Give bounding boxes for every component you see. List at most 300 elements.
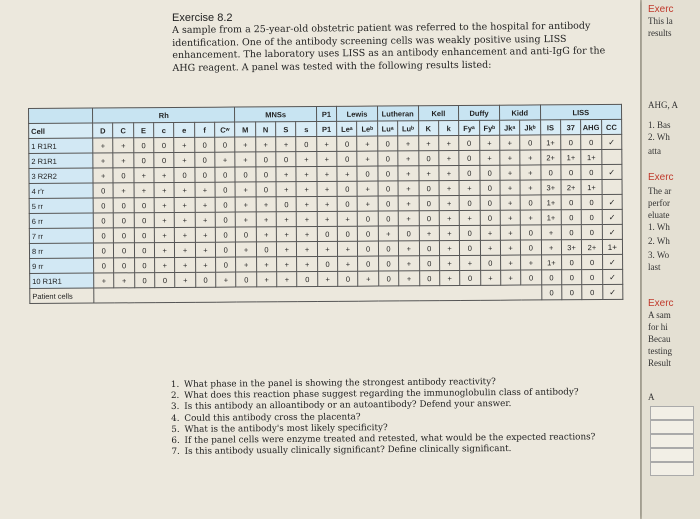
reaction-value: 0 [93, 198, 113, 213]
reaction-value: 0 [114, 243, 134, 258]
reaction-value: + [378, 226, 398, 241]
reaction-value: + [94, 273, 114, 288]
edge-text: for hi [648, 322, 668, 332]
group-liss: LISS [540, 104, 622, 120]
reaction-value: 1+ [561, 150, 581, 165]
group-lutheran: Lutheran [377, 106, 418, 121]
patient-reaction: 0 [541, 285, 561, 300]
reaction-value: + [174, 137, 194, 152]
reaction-value: + [479, 150, 499, 165]
reaction-value: 0 [215, 197, 235, 212]
reaction-value: + [357, 136, 377, 151]
reaction-value: 0 [460, 225, 480, 240]
reaction-value: 2+ [540, 150, 560, 165]
reaction-value: + [175, 212, 195, 227]
reaction-value: 2+ [561, 180, 581, 195]
reaction-value: + [235, 137, 255, 152]
antigen-header: Leᵇ [357, 121, 377, 136]
reaction-value: 0 [215, 212, 235, 227]
reaction-value: + [114, 273, 134, 288]
reaction-value: 0 [419, 211, 439, 226]
reaction-value: + [175, 272, 195, 287]
reaction-value: 0 [378, 136, 398, 151]
edge-text: Becau [648, 334, 671, 344]
reaction-value: 1+ [581, 179, 601, 194]
reaction-value: + [399, 241, 419, 256]
patient-cells-label: Patient cells [30, 288, 94, 303]
reaction-value: + [418, 136, 438, 151]
reaction-value: 0 [337, 196, 357, 211]
reaction-value: 0 [520, 195, 540, 210]
reaction-value: 0 [358, 226, 378, 241]
edge-text: 3. Wo [648, 250, 670, 260]
reaction-value: 0 [256, 167, 276, 182]
reaction-value: 0 [317, 256, 337, 271]
reaction-value: + [500, 210, 520, 225]
reaction-value: + [480, 240, 500, 255]
reaction-value: 0 [378, 241, 398, 256]
reaction-value: + [134, 168, 154, 183]
reaction-value: + [480, 270, 500, 285]
edge-text: Exerc [648, 172, 674, 183]
reaction-value: 0 [561, 165, 581, 180]
panel-cell-name: 9 rr [30, 258, 94, 273]
reaction-value: 0 [216, 242, 236, 257]
edge-text: 2. Wh [648, 132, 670, 142]
reaction-value: 0 [398, 226, 418, 241]
reaction-value: 0 [582, 269, 602, 284]
reaction-value: 0 [419, 271, 439, 286]
reaction-value: 0 [338, 271, 358, 286]
reaction-value: + [317, 196, 337, 211]
antigen-header: k [438, 120, 458, 135]
edge-text: The ar [648, 186, 672, 196]
edge-text: atta [648, 146, 661, 156]
group-lewis: Lewis [337, 106, 378, 121]
edge-box [650, 434, 694, 448]
reaction-value: + [317, 211, 337, 226]
reaction-value: + [500, 165, 520, 180]
reaction-value: + [357, 181, 377, 196]
reaction-value: + [297, 196, 317, 211]
antigen-header: N [255, 122, 275, 137]
reaction-value: + [277, 257, 297, 272]
reaction-value: + [398, 181, 418, 196]
reaction-value: 0 [581, 209, 601, 224]
antigen-header: Cʷ [215, 122, 235, 137]
reaction-value: + [459, 180, 479, 195]
group-duffy: Duffy [459, 105, 500, 120]
antigen-header: 37 [561, 120, 581, 135]
reaction-value: + [113, 183, 133, 198]
reaction-value: 0 [276, 152, 296, 167]
reaction-value: 0 [337, 151, 357, 166]
reaction-value: 0 [479, 165, 499, 180]
reaction-value: + [215, 152, 235, 167]
reaction-value: + [520, 210, 540, 225]
exercise-title: Exercise 8.2 [172, 12, 233, 24]
reaction-value: + [195, 227, 215, 242]
edge-text: 1. Wh [648, 222, 670, 232]
reaction-value: 1+ [541, 255, 561, 270]
reaction-value: + [358, 271, 378, 286]
reaction-value: + [195, 242, 215, 257]
reaction-value: + [236, 212, 256, 227]
edge-box [650, 406, 694, 420]
panel-cell-name: 3 R2R2 [29, 168, 93, 183]
question-item: 6. If the panel cells were enzyme treated and retested, what would be the expected reactions? [182, 432, 637, 447]
reaction-value: + [459, 210, 479, 225]
edge-text: Result [648, 358, 672, 368]
reaction-value: + [297, 226, 317, 241]
antigen-header: f [194, 122, 214, 137]
edge-text: 1. Bas [648, 120, 671, 130]
antigen-header: Fyᵃ [459, 120, 479, 135]
reaction-value: + [439, 150, 459, 165]
reaction-value: + [501, 270, 521, 285]
reaction-value: + [175, 197, 195, 212]
antigen-header: P1 [316, 121, 336, 136]
edge-text: A sam [648, 310, 671, 320]
reaction-value: 0 [154, 137, 174, 152]
reaction-value: 0 [134, 213, 154, 228]
reaction-value: 0 [378, 196, 398, 211]
reaction-value: + [399, 271, 419, 286]
reaction-value: 0 [460, 270, 480, 285]
reaction-value: + [154, 197, 174, 212]
panel-cell-name: 7 rr [29, 228, 93, 243]
edge-box [650, 448, 694, 462]
reaction-value: 0 [134, 228, 154, 243]
reaction-value: + [316, 136, 336, 151]
reaction-value: + [256, 257, 276, 272]
reaction-value: + [236, 197, 256, 212]
reaction-value: 0 [378, 211, 398, 226]
reaction-value: 0 [113, 198, 133, 213]
reaction-value: + [195, 182, 215, 197]
antigen-header: Leᵃ [337, 121, 357, 136]
question-list [168, 376, 638, 459]
reaction-value: + [500, 150, 520, 165]
reaction-value: + [174, 182, 194, 197]
reaction-value: + [154, 212, 174, 227]
reaction-value: 0 [134, 273, 154, 288]
reaction-value: 0 [358, 256, 378, 271]
reaction-value: + [317, 166, 337, 181]
check-mark: 1+ [602, 239, 623, 254]
reaction-value: + [154, 182, 174, 197]
reaction-value: + [297, 256, 317, 271]
reaction-value: + [235, 182, 255, 197]
antigen-header: C [113, 123, 133, 138]
reaction-value: 0 [480, 210, 500, 225]
reaction-value: 0 [215, 137, 235, 152]
reaction-value: + [276, 137, 296, 152]
reaction-value: + [276, 227, 296, 242]
edge-text: 2. Wh [648, 236, 670, 246]
panel-cell-name: 1 R1R1 [29, 138, 93, 153]
reaction-value: + [439, 195, 459, 210]
reaction-value: + [439, 210, 459, 225]
reaction-value: + [155, 257, 175, 272]
reaction-value: 0 [357, 166, 377, 181]
reaction-value: + [338, 256, 358, 271]
reaction-value: + [256, 212, 276, 227]
reaction-value: 0 [155, 272, 175, 287]
reaction-value: 0 [520, 135, 540, 150]
reaction-value: + [520, 150, 540, 165]
edge-text: testing [648, 346, 672, 356]
reaction-value: + [255, 137, 275, 152]
reaction-value: + [93, 153, 113, 168]
exercise-intro: A sample from a 25-year-old obstetric patient was referred to the hospital for antibody identification. One of the antibody screening cells was weakly positive using LISS enhancement. The laboratory uses LISS as an antibody enhancement and anti-IgG for the AHG reagent. A panel was tested with the following results listed: [172, 20, 606, 74]
reaction-value: 0 [337, 181, 357, 196]
group-rh: Rh [93, 107, 236, 123]
reaction-value: + [338, 241, 358, 256]
reaction-value: + [93, 138, 113, 153]
group-p1: P1 [316, 106, 336, 121]
reaction-value: 0 [256, 242, 276, 257]
reaction-value: + [480, 225, 500, 240]
reaction-value: + [500, 180, 520, 195]
antigen-header: K [418, 121, 438, 136]
reaction-value: + [317, 241, 337, 256]
antigen-header: Fyᵇ [479, 120, 499, 135]
reaction-value: + [500, 240, 520, 255]
panel-cell-name: 4 r'r [29, 183, 93, 198]
reaction-value: 0 [459, 165, 479, 180]
edge-text: A [648, 392, 655, 402]
reaction-value: + [317, 271, 337, 286]
reaction-value: + [93, 168, 113, 183]
reaction-value: + [277, 242, 297, 257]
reaction-value: 0 [521, 270, 541, 285]
panel-cell-name: 5 rr [29, 198, 93, 213]
antigen-header: M [235, 122, 255, 137]
check-mark: ✓ [602, 164, 623, 179]
antigen-header: s [296, 121, 316, 136]
reaction-value: + [256, 197, 276, 212]
antigen-header: Luᵇ [398, 121, 418, 136]
reaction-value: + [358, 196, 378, 211]
reaction-value: 0 [235, 167, 255, 182]
reaction-value: + [317, 151, 337, 166]
antigen-header: Jkᵇ [520, 120, 540, 135]
reaction-value: + [256, 227, 276, 242]
reaction-value: 0 [581, 164, 601, 179]
reaction-value: + [398, 151, 418, 166]
reaction-value: + [479, 135, 499, 150]
reaction-value: 0 [195, 167, 215, 182]
edge-box [650, 420, 694, 434]
reaction-value: 0 [93, 228, 113, 243]
reaction-value: 0 [114, 228, 134, 243]
reaction-value: 0 [378, 256, 398, 271]
panel-body [29, 134, 623, 303]
reaction-value: + [297, 241, 317, 256]
reaction-value: 0 [215, 182, 235, 197]
patient-row-blank [94, 285, 542, 303]
reaction-value: + [276, 182, 296, 197]
reaction-value: + [276, 212, 296, 227]
reaction-value: 0 [561, 135, 581, 150]
reaction-value: 0 [561, 195, 581, 210]
check-mark: ✓ [602, 209, 623, 224]
antigen-header: AHG [581, 119, 601, 134]
group-mnss: MNSs [235, 106, 316, 122]
antigen-header: E [133, 123, 153, 138]
question-item: 3. Is this antibody an alloantibody or an autoantibody? Defend your answer. [182, 398, 637, 413]
reaction-value: 1+ [581, 149, 601, 164]
reaction-value: + [520, 165, 540, 180]
reaction-value: 0 [114, 258, 134, 273]
panel-cell-name: 2 R1R1 [29, 153, 93, 168]
reaction-value: 0 [418, 151, 438, 166]
edge-text: eluate [648, 210, 670, 220]
reaction-value: 0 [521, 225, 541, 240]
reaction-value: 1+ [540, 135, 560, 150]
reaction-value: + [236, 242, 256, 257]
reaction-value: + [297, 211, 317, 226]
reaction-value: 0 [459, 135, 479, 150]
reaction-value: + [175, 257, 195, 272]
reaction-value: 0 [540, 165, 560, 180]
reaction-value: + [174, 152, 194, 167]
reaction-value: 0 [378, 271, 398, 286]
reaction-value: + [113, 138, 133, 153]
reaction-value: + [154, 242, 174, 257]
question-item: 2. What does this reaction phase suggest regarding the immunoglobulin class of antibody? [182, 387, 637, 402]
patient-reaction: 0 [582, 284, 602, 299]
reaction-value: + [521, 255, 541, 270]
reaction-value: 0 [134, 153, 154, 168]
reaction-value: + [398, 136, 418, 151]
check-mark [602, 179, 623, 194]
adjacent-page-edge [642, 0, 700, 519]
reaction-value: 0 [256, 152, 276, 167]
reaction-value: 0 [561, 255, 581, 270]
reaction-value: 0 [460, 240, 480, 255]
reaction-value: 0 [480, 195, 500, 210]
reaction-value: + [337, 211, 357, 226]
reaction-value: + [439, 240, 459, 255]
antigen-header: S [276, 122, 296, 137]
check-mark: ✓ [602, 194, 623, 209]
cell-column-header: Cell [29, 123, 93, 138]
panel-cell-name: 10 R1R1 [30, 273, 94, 288]
reaction-value: 0 [134, 243, 154, 258]
reaction-value: 0 [236, 227, 256, 242]
reaction-value: + [460, 255, 480, 270]
edge-text: AHG, A [648, 100, 679, 110]
reaction-value: + [541, 240, 561, 255]
question-item: 4. Could this antibody cross the placenta? [182, 410, 637, 425]
patient-reaction: 0 [562, 285, 582, 300]
reaction-value: 0 [358, 241, 378, 256]
reaction-value: 1+ [541, 195, 561, 210]
reaction-value: 0 [419, 181, 439, 196]
reaction-value: + [195, 212, 215, 227]
edge-text: last [648, 262, 661, 272]
edge-text: Exerc [648, 298, 674, 309]
antigen-header: D [93, 123, 113, 138]
check-mark: ✓ [602, 269, 623, 284]
reaction-value: + [235, 152, 255, 167]
reaction-value: + [500, 225, 520, 240]
reaction-value: 0 [459, 195, 479, 210]
reaction-value: 0 [562, 270, 582, 285]
reaction-value: 0 [459, 150, 479, 165]
reaction-value: 0 [581, 134, 601, 149]
panel-cell-name: 8 rr [29, 243, 93, 258]
question-item: 1. What phase in the panel is showing the strongest antibody reactivity? [182, 376, 637, 391]
reaction-value: 0 [561, 210, 581, 225]
reaction-value: 0 [276, 197, 296, 212]
reaction-value: 0 [154, 152, 174, 167]
reaction-value: 0 [337, 226, 357, 241]
antigen-header: Luᵃ [377, 121, 397, 136]
reaction-value: + [277, 272, 297, 287]
reaction-value: 0 [93, 243, 113, 258]
antigen-header: CC [601, 119, 622, 134]
reaction-value: 2+ [582, 239, 602, 254]
reaction-value: + [439, 135, 459, 150]
check-mark: ✓ [602, 284, 623, 299]
reaction-value: 1+ [541, 210, 561, 225]
reaction-value: 0 [93, 183, 113, 198]
reaction-value: 0 [133, 138, 153, 153]
reaction-value: 0 [378, 181, 398, 196]
reaction-value: 0 [216, 257, 236, 272]
reaction-value: + [296, 151, 316, 166]
antigen-header: e [174, 122, 194, 137]
reaction-value: 0 [195, 272, 215, 287]
reaction-value: + [500, 255, 520, 270]
reaction-value: + [195, 197, 215, 212]
reaction-value: + [154, 167, 174, 182]
reaction-value: 3+ [561, 240, 581, 255]
reaction-value: 0 [296, 136, 316, 151]
reaction-value: + [439, 270, 459, 285]
reaction-value: + [520, 180, 540, 195]
antigen-header: Jkᵃ [499, 120, 519, 135]
reaction-value: 0 [582, 224, 602, 239]
check-mark: ✓ [602, 224, 623, 239]
reaction-value: 0 [419, 241, 439, 256]
reaction-value: 0 [541, 270, 561, 285]
edge-text: This la [648, 16, 673, 26]
reaction-value: 0 [215, 167, 235, 182]
check-mark: ✓ [602, 254, 623, 269]
antigen-header: IS [540, 120, 560, 135]
edge-box [650, 462, 694, 476]
reaction-value: + [357, 151, 377, 166]
group-kell: Kell [418, 105, 459, 120]
reaction-value: + [134, 183, 154, 198]
patient-cells-row [30, 284, 623, 303]
reaction-value: 0 [94, 258, 114, 273]
reaction-value: + [154, 227, 174, 242]
reaction-value: 0 [419, 196, 439, 211]
reaction-value: 0 [358, 211, 378, 226]
panel-cell-name: 6 rr [29, 213, 93, 228]
question-item: 7. Is this antibody usually clinically significant? Define clinically significant. [183, 443, 638, 458]
reaction-value: 0 [521, 240, 541, 255]
group-blank [29, 108, 93, 123]
reaction-value: + [500, 135, 520, 150]
reaction-value: 0 [378, 151, 398, 166]
check-mark [601, 149, 622, 164]
